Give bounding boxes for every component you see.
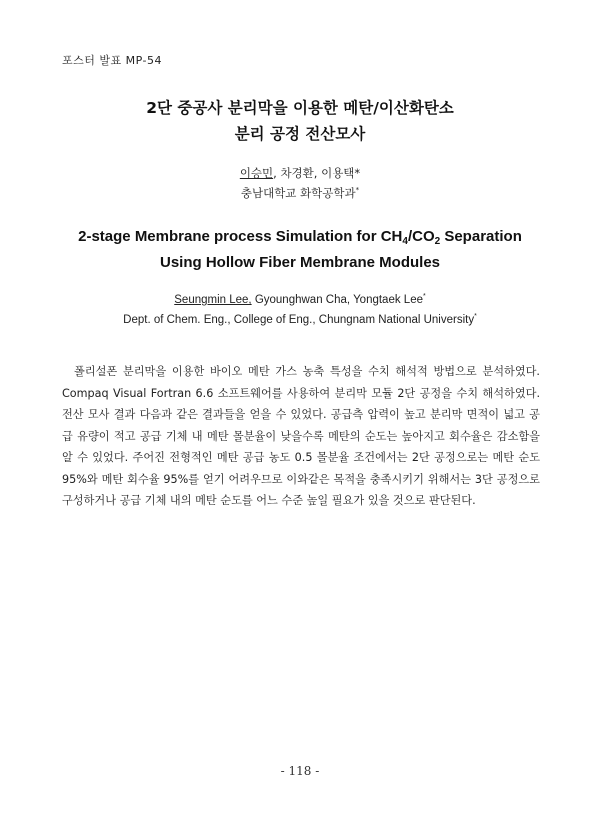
english-authors: [0, 290, 600, 310]
english-title-part3: Separation: [440, 228, 522, 245]
page-number: - 118 -: [280, 764, 320, 778]
english-title-part1: 2-stage Membrane process Simulation for CH: [78, 228, 403, 245]
korean-coauthors: , 차경환, 이용택*: [273, 166, 361, 180]
english-authors-block: [0, 290, 600, 330]
english-affiliation: [0, 310, 600, 330]
korean-title: [0, 95, 600, 147]
english-title-subscript-4: 4: [402, 236, 408, 247]
korean-affiliation-mark: *: [355, 186, 360, 194]
korean-authors-block: [0, 163, 600, 203]
english-author-mark: *: [423, 293, 426, 300]
korean-title-line2: 분리 공정 전산모사: [234, 125, 366, 143]
korean-title-line1: 2단 중공사 분리막을 이용한 메탄/이산화탄소: [146, 99, 454, 117]
korean-affiliation: [0, 183, 600, 203]
english-presenter-name: Seungmin Lee,: [174, 294, 252, 306]
english-title-line1: [0, 224, 600, 250]
english-affiliation-mark: *: [474, 313, 477, 320]
english-title-line2: Using Hollow Fiber Membrane Modules: [159, 254, 441, 271]
korean-authors: [0, 163, 600, 183]
english-coauthors: Gyounghwan Cha, Yongtaek Lee: [251, 294, 423, 306]
poster-tag: 포스터 발표 MP-54: [62, 54, 162, 67]
english-title-part2: /CO: [407, 228, 435, 245]
english-title: [0, 224, 600, 276]
english-title-subscript-2: 2: [434, 236, 441, 247]
korean-affiliation-text: 충남대학교 화학공학과: [240, 186, 356, 200]
english-affiliation-text: Dept. of Chem. Eng., College of Eng., Chungnam National University: [123, 314, 475, 326]
abstract-paragraph: 폴리설폰 분리막을 이용한 바이오 메탄 가스 농축 특성을 수치 해석적 방법으로 분석하였다. Compaq Visual Fortran 6.6 소프트웨어를 사용하여 분리막 모듈 2단 공정을 수치 해석하였다. 전산 모사 결과 다음과 같은 결과들을 얻을 수 있었다. 공급측 압력이 높고 분리막 면적이 넓고 공급 유량이 적고 공급 기체 내 메탄 몰분율이 낮을수록 메탄의 순도는 높아지고 회수율은 감소함을 알 수 있었다. 주어진 전형적인 메탄 공급 농도 0.5 몰분율 조건에서는 2단 공정으로는 메탄 순도 95%와 메탄 회수율 95%를 얻기 어려우므로 이와같은 목적을 충족시키기 위해서는 3단 공정으로 구성하거나 공급 기체 내의 메탄 순도를 어느 수준 높일 필요가 있을 것으로 판단된다.: [62, 365, 540, 508]
korean-presenter-name: 이승민: [239, 166, 274, 180]
